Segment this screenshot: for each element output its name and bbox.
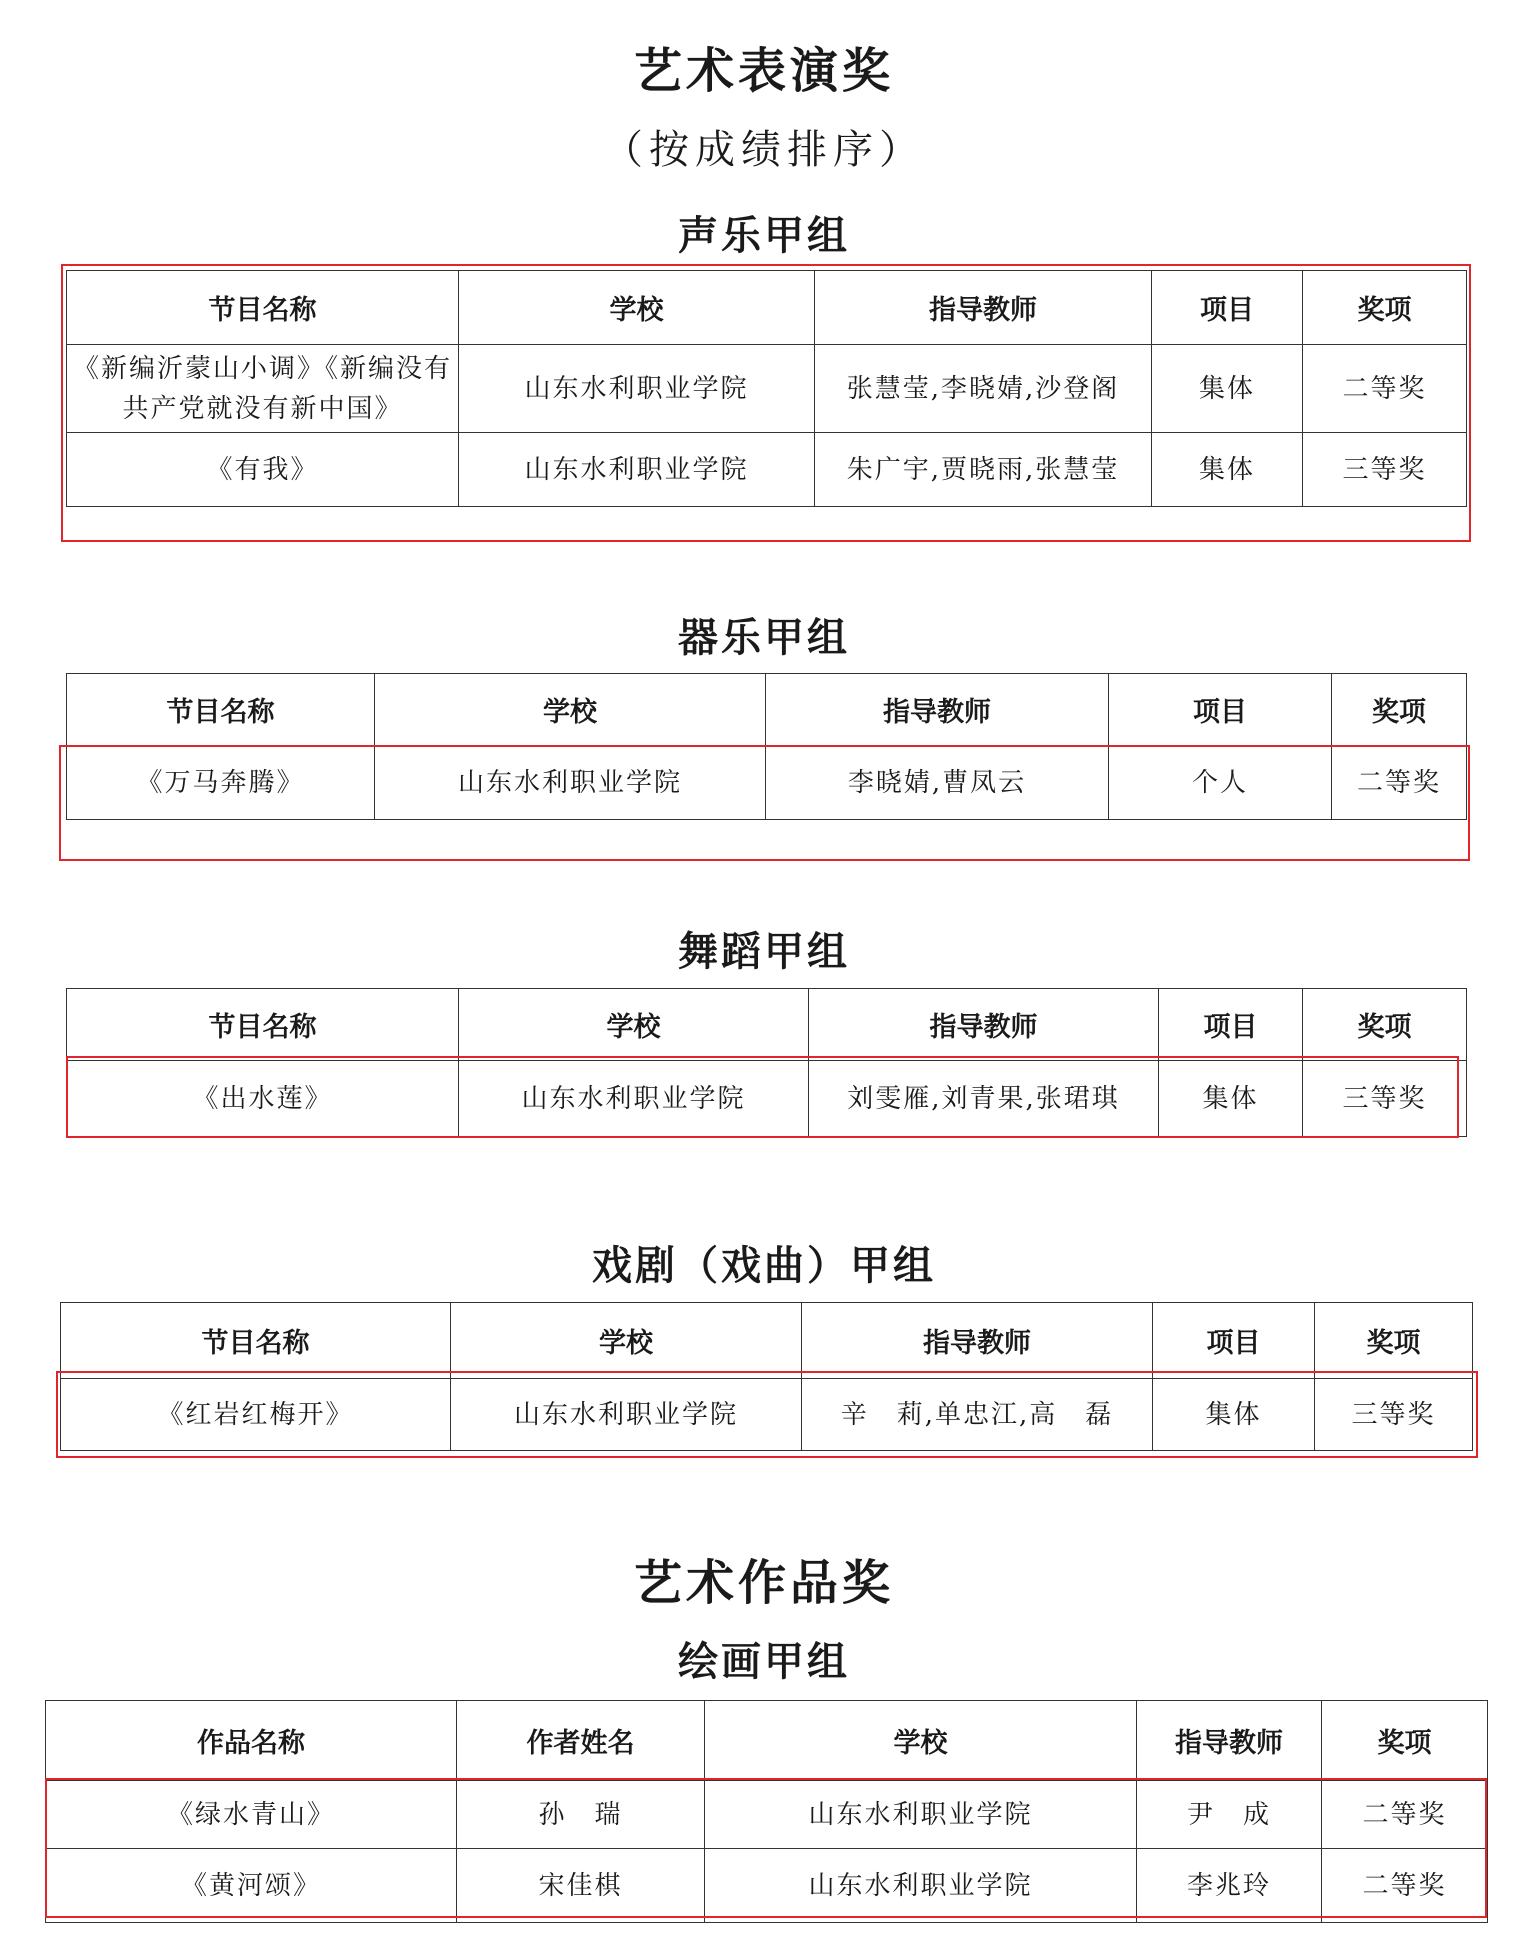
header-teacher: 指导教师	[809, 989, 1159, 1061]
instrumental-section-title: 器乐甲组	[678, 615, 850, 661]
header-program-name: 节目名称	[67, 989, 459, 1061]
cell-teacher: 李晓婧,曹凤云	[766, 746, 1109, 820]
cell-award: 二等奖	[1322, 1781, 1488, 1849]
header-school: 学校	[459, 989, 809, 1061]
cell-award: 二等奖	[1332, 746, 1467, 820]
header-school: 学校	[375, 674, 766, 746]
header-award: 奖项	[1322, 1701, 1488, 1781]
table-row	[67, 1061, 1467, 1137]
cell-school: 山东水利职业学院	[459, 1061, 809, 1137]
cell-school: 山东水利职业学院	[705, 1781, 1137, 1849]
header-program-name: 节目名称	[67, 271, 459, 345]
cell-award: 三等奖	[1303, 433, 1467, 507]
header-item: 项目	[1152, 271, 1303, 345]
table-header-row	[67, 989, 1467, 1061]
header-award: 奖项	[1303, 271, 1467, 345]
cell-item: 集体	[1159, 1061, 1303, 1137]
header-teacher: 指导教师	[1137, 1701, 1322, 1781]
table-row	[61, 1379, 1473, 1451]
vocal-table	[66, 270, 1467, 507]
header-item: 项目	[1159, 989, 1303, 1061]
table-header-row	[46, 1701, 1488, 1781]
header-work-name: 作品名称	[46, 1701, 457, 1781]
cell-program-name: 《有我》	[67, 433, 459, 507]
cell-program-name: 《新编沂蒙山小调》《新编没有共产党就没有新中国》	[67, 345, 459, 433]
cell-work-name: 《黄河颂》	[46, 1849, 457, 1923]
table-row	[67, 433, 1467, 507]
header-school: 学校	[451, 1303, 802, 1379]
header-award: 奖项	[1303, 989, 1467, 1061]
cell-author: 宋佳棋	[457, 1849, 705, 1923]
painting-section-title: 绘画甲组	[678, 1639, 850, 1685]
cell-program-name: 《万马奔腾》	[67, 746, 375, 820]
cell-item: 集体	[1152, 345, 1303, 433]
cell-work-name: 《绿水青山》	[46, 1781, 457, 1849]
header-school: 学校	[459, 271, 815, 345]
cell-award: 三等奖	[1315, 1379, 1473, 1451]
page-subtitle: （按成绩排序）	[603, 127, 925, 173]
drama-section-title: 戏剧（戏曲）甲组	[592, 1243, 936, 1289]
cell-school: 山东水利职业学院	[705, 1849, 1137, 1923]
cell-teacher: 朱广宇,贾晓雨,张慧莹	[815, 433, 1152, 507]
cell-item: 个人	[1109, 746, 1332, 820]
table-header-row	[67, 271, 1467, 345]
header-school: 学校	[705, 1701, 1137, 1781]
cell-author: 孙 瑞	[457, 1781, 705, 1849]
header-award: 奖项	[1332, 674, 1467, 746]
table-row	[46, 1781, 1488, 1849]
header-award: 奖项	[1315, 1303, 1473, 1379]
cell-award: 二等奖	[1322, 1849, 1488, 1923]
page-title: 艺术表演奖	[633, 43, 894, 99]
header-program-name: 节目名称	[67, 674, 375, 746]
header-item: 项目	[1109, 674, 1332, 746]
cell-item: 集体	[1153, 1379, 1315, 1451]
table-row	[67, 345, 1467, 433]
cell-award: 二等奖	[1303, 345, 1467, 433]
drama-table	[60, 1302, 1473, 1451]
table-header-row	[67, 674, 1467, 746]
cell-award: 三等奖	[1303, 1061, 1467, 1137]
cell-program-name: 《出水莲》	[67, 1061, 459, 1137]
cell-teacher: 刘雯雁,刘青果,张珺琪	[809, 1061, 1159, 1137]
cell-school: 山东水利职业学院	[375, 746, 766, 820]
header-teacher: 指导教师	[815, 271, 1152, 345]
section2-title: 艺术作品奖	[633, 1555, 894, 1611]
cell-teacher: 尹 成	[1137, 1781, 1322, 1849]
table-row	[46, 1849, 1488, 1923]
cell-program-name: 《红岩红梅开》	[61, 1379, 451, 1451]
cell-teacher: 李兆玲	[1137, 1849, 1322, 1923]
header-program-name: 节目名称	[61, 1303, 451, 1379]
header-author: 作者姓名	[457, 1701, 705, 1781]
cell-teacher: 张慧莹,李晓婧,沙登阁	[815, 345, 1152, 433]
cell-school: 山东水利职业学院	[459, 345, 815, 433]
table-row	[67, 746, 1467, 820]
instrumental-table	[66, 673, 1467, 820]
dance-table	[66, 988, 1467, 1137]
painting-table	[45, 1700, 1488, 1923]
vocal-section-title: 声乐甲组	[678, 213, 850, 259]
dance-section-title: 舞蹈甲组	[678, 929, 850, 975]
cell-teacher: 辛 莉,单忠江,高 磊	[802, 1379, 1153, 1451]
cell-item: 集体	[1152, 433, 1303, 507]
header-teacher: 指导教师	[802, 1303, 1153, 1379]
header-item: 项目	[1153, 1303, 1315, 1379]
header-teacher: 指导教师	[766, 674, 1109, 746]
cell-school: 山东水利职业学院	[451, 1379, 802, 1451]
cell-school: 山东水利职业学院	[459, 433, 815, 507]
table-header-row	[61, 1303, 1473, 1379]
